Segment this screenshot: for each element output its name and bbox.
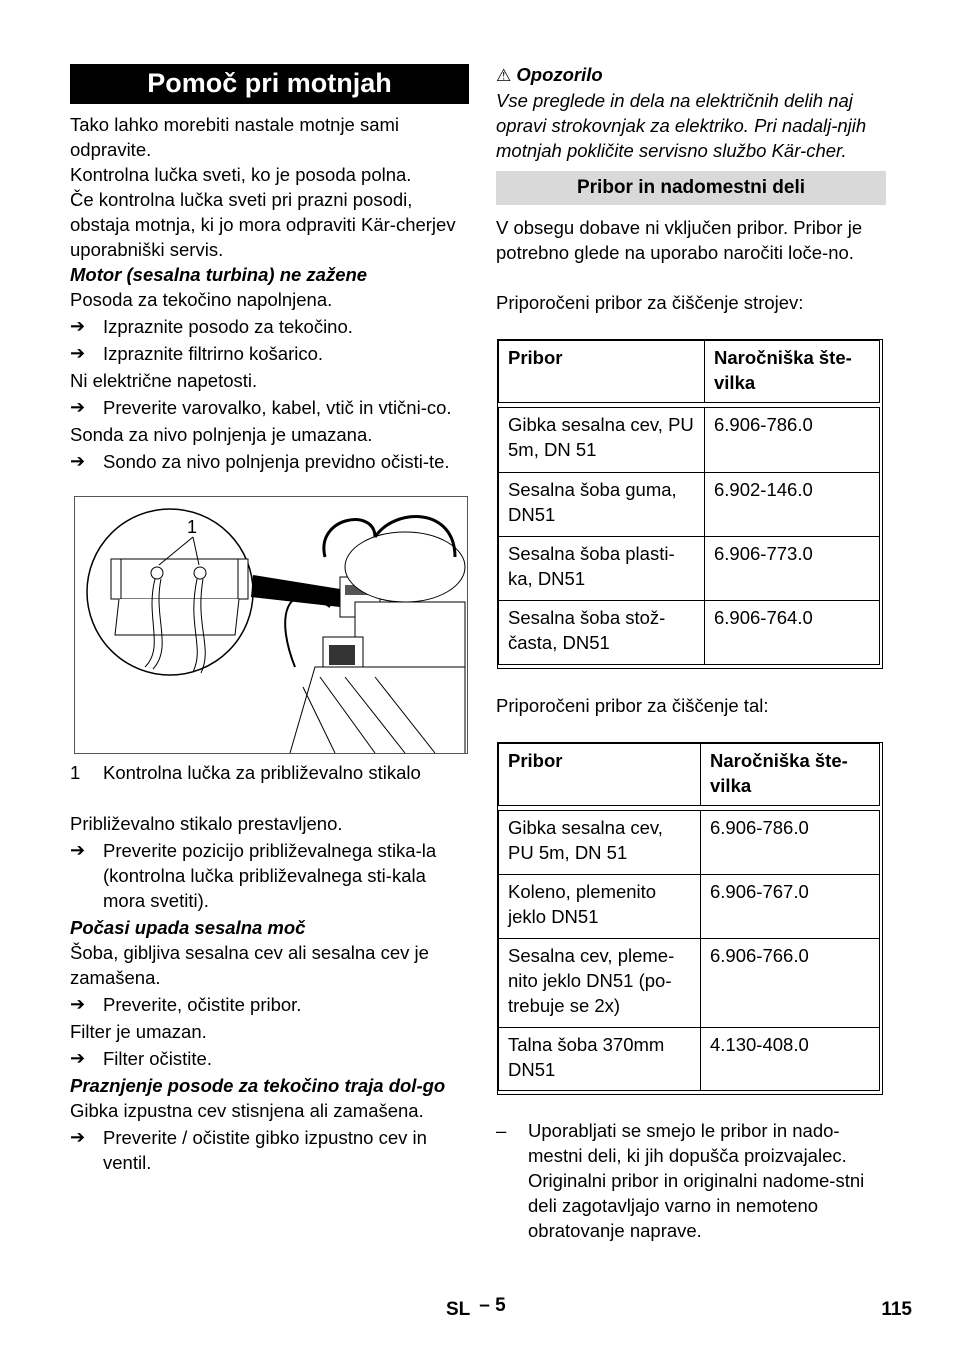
table-cell: Sesalna šoba guma, DN51 bbox=[499, 473, 705, 537]
table-cell: 6.906-786.0 bbox=[705, 408, 880, 473]
step-item bbox=[70, 449, 469, 474]
warning-text: Vse preglede in dela na električnih delih naj opravi strokovnjak za elektriko. Pri nadalj-njih motnjah pokličite servisno službo Kär-cher. bbox=[496, 90, 867, 161]
floors-label: Priporočeni pribor za čiščenje tal: bbox=[496, 695, 769, 716]
section-title: Pribor in nadomestni deli bbox=[496, 171, 886, 205]
arrow-icon: ➔ bbox=[70, 316, 86, 336]
arrow-icon: ➔ bbox=[70, 343, 86, 363]
warning-title: Opozorilo bbox=[516, 64, 603, 85]
note-item bbox=[496, 1118, 886, 1243]
table-header-cell: Pribor bbox=[499, 744, 701, 806]
table-row bbox=[499, 473, 880, 537]
table-cell: Sesalna cev, pleme-nito jeklo DN51 (po-trebuje se 2x) bbox=[499, 939, 701, 1028]
arrow-icon: ➔ bbox=[70, 397, 86, 417]
step-text: Preverite / očistite gibko izpustno cev in ventil. bbox=[103, 1127, 427, 1173]
note-dash: – bbox=[496, 1120, 507, 1141]
table-header-cell: Naročniška šte-vilka bbox=[705, 341, 880, 403]
arrow-icon: ➔ bbox=[70, 1127, 86, 1147]
table-cell: Talna šoba 370mm DN51 bbox=[499, 1028, 701, 1091]
cause-text: Filter je umazan. bbox=[70, 1021, 207, 1042]
table-cell: 6.906-766.0 bbox=[701, 939, 880, 1028]
table-cell: Gibka sesalna cev, PU 5m, DN 51 bbox=[499, 408, 705, 473]
step-text: Filter očistite. bbox=[103, 1048, 212, 1069]
page-number: 115 bbox=[881, 1299, 912, 1320]
cause-text: Gibka izpustna cev stisnjena ali zamašena. bbox=[70, 1100, 424, 1121]
warning-triangle-icon: ⚠ bbox=[496, 66, 512, 85]
note-text: Uporabljati se smejo le pribor in nado-mestni deli, ki jih dopušča proizvajalec. Originalni pribor in originalni nadome-stni deli zagotavljajo varno in nemoteno obratovanje naprave. bbox=[528, 1120, 865, 1241]
figure-callout: 1 bbox=[187, 517, 198, 537]
left-column bbox=[70, 62, 469, 1177]
intro-text: Če kontrolna lučka sveti pri prazni posodi, obstaja motnja, ki jo mora odpraviti Kär-cherjev uporabniški servis. bbox=[70, 189, 456, 260]
arrow-icon: ➔ bbox=[70, 840, 86, 860]
cause-text: Šoba, gibljiva sesalna cev ali sesalna cev je zamašena. bbox=[70, 942, 429, 988]
table-row bbox=[499, 875, 880, 939]
cause-text: Sonda za nivo polnjenja je umazana. bbox=[70, 424, 373, 445]
table-cell: 6.906-767.0 bbox=[701, 875, 880, 939]
caption-text: Kontrolna lučka za približevalno stikalo bbox=[103, 762, 421, 783]
subheading-suction: Počasi upada sesalna moč bbox=[70, 917, 306, 938]
table-cell: Koleno, plemenito jeklo DN51 bbox=[499, 875, 701, 939]
arrow-icon: ➔ bbox=[70, 994, 86, 1014]
table-cell: Sesalna šoba stož-časta, DN51 bbox=[499, 601, 705, 665]
step-item bbox=[70, 395, 469, 420]
step-item bbox=[70, 314, 469, 339]
table-row bbox=[499, 408, 880, 473]
table-cell: 6.902-146.0 bbox=[705, 473, 880, 537]
machines-accessories-table bbox=[497, 339, 883, 669]
table-cell: 6.906-764.0 bbox=[705, 601, 880, 665]
step-item bbox=[70, 1046, 469, 1071]
section-intro: V obsegu dobave ni vključen pribor. Pribor je potrebno glede na uporabo naročiti loče-no. bbox=[496, 217, 863, 263]
table-row bbox=[499, 601, 880, 665]
step-item bbox=[70, 1125, 469, 1175]
step-item bbox=[70, 838, 469, 913]
table-cell: 6.906-786.0 bbox=[701, 811, 880, 875]
arrow-icon: ➔ bbox=[70, 451, 86, 471]
step-text: Izpraznite filtrirno košarico. bbox=[103, 343, 324, 364]
step-text: Sondo za nivo polnjenja previdno očisti-te. bbox=[103, 451, 450, 472]
step-item bbox=[70, 341, 469, 366]
subheading-motor: Motor (sesalna turbina) ne zažene bbox=[70, 264, 368, 285]
table-header-row bbox=[499, 341, 880, 403]
step-text: Preverite varovalko, kabel, vtič in vtični-co. bbox=[103, 397, 452, 418]
step-text: Preverite, očistite pribor. bbox=[103, 994, 302, 1015]
vacuum-machine-drawing bbox=[75, 497, 467, 753]
table-row bbox=[499, 1028, 880, 1091]
table-cell: 6.906-773.0 bbox=[705, 537, 880, 601]
cause-text: Ni električne napetosti. bbox=[70, 370, 258, 391]
table-row bbox=[499, 811, 880, 875]
arrow-icon: ➔ bbox=[70, 1048, 86, 1068]
table-header-cell: Naročniška šte-vilka bbox=[701, 744, 880, 806]
warning-heading bbox=[496, 62, 886, 88]
footer-lang: SL bbox=[446, 1299, 470, 1320]
step-text: Izpraznite posodo za tekočino. bbox=[103, 316, 353, 337]
table-row bbox=[499, 537, 880, 601]
machines-label: Priporočeni pribor za čiščenje strojev: bbox=[496, 292, 804, 313]
table-cell: Gibka sesalna cev, PU 5m, DN 51 bbox=[499, 811, 701, 875]
table-row bbox=[499, 939, 880, 1028]
step-text: Preverite pozicijo približevalnega stika-la (kontrolna lučka približevalnega sti-kala mora svetiti). bbox=[103, 840, 437, 911]
device-illustration bbox=[74, 496, 468, 754]
page-title: Pomoč pri motnjah bbox=[70, 64, 469, 104]
footer-language bbox=[446, 1297, 506, 1322]
cause-text: Približevalno stikalo prestavljeno. bbox=[70, 813, 343, 834]
subheading-drain: Praznjenje posode za tekočino traja dol-go bbox=[70, 1075, 446, 1096]
floors-accessories-table bbox=[497, 742, 883, 1095]
cause-text: Posoda za tekočino napolnjena. bbox=[70, 289, 333, 310]
footer-section: – 5 bbox=[479, 1295, 506, 1316]
intro-text: Tako lahko morebiti nastale motnje sami odpravite. bbox=[70, 114, 400, 160]
table-header-row bbox=[499, 744, 880, 806]
caption-number: 1 bbox=[70, 762, 81, 783]
table-cell: Sesalna šoba plasti-ka, DN51 bbox=[499, 537, 705, 601]
table-cell: 4.130-408.0 bbox=[701, 1028, 880, 1091]
intro-text: Kontrolna lučka sveti, ko je posoda polna. bbox=[70, 164, 412, 185]
table-header-cell: Pribor bbox=[499, 341, 705, 403]
right-column bbox=[496, 62, 886, 1243]
figure-caption bbox=[70, 760, 469, 785]
step-item bbox=[70, 992, 469, 1017]
